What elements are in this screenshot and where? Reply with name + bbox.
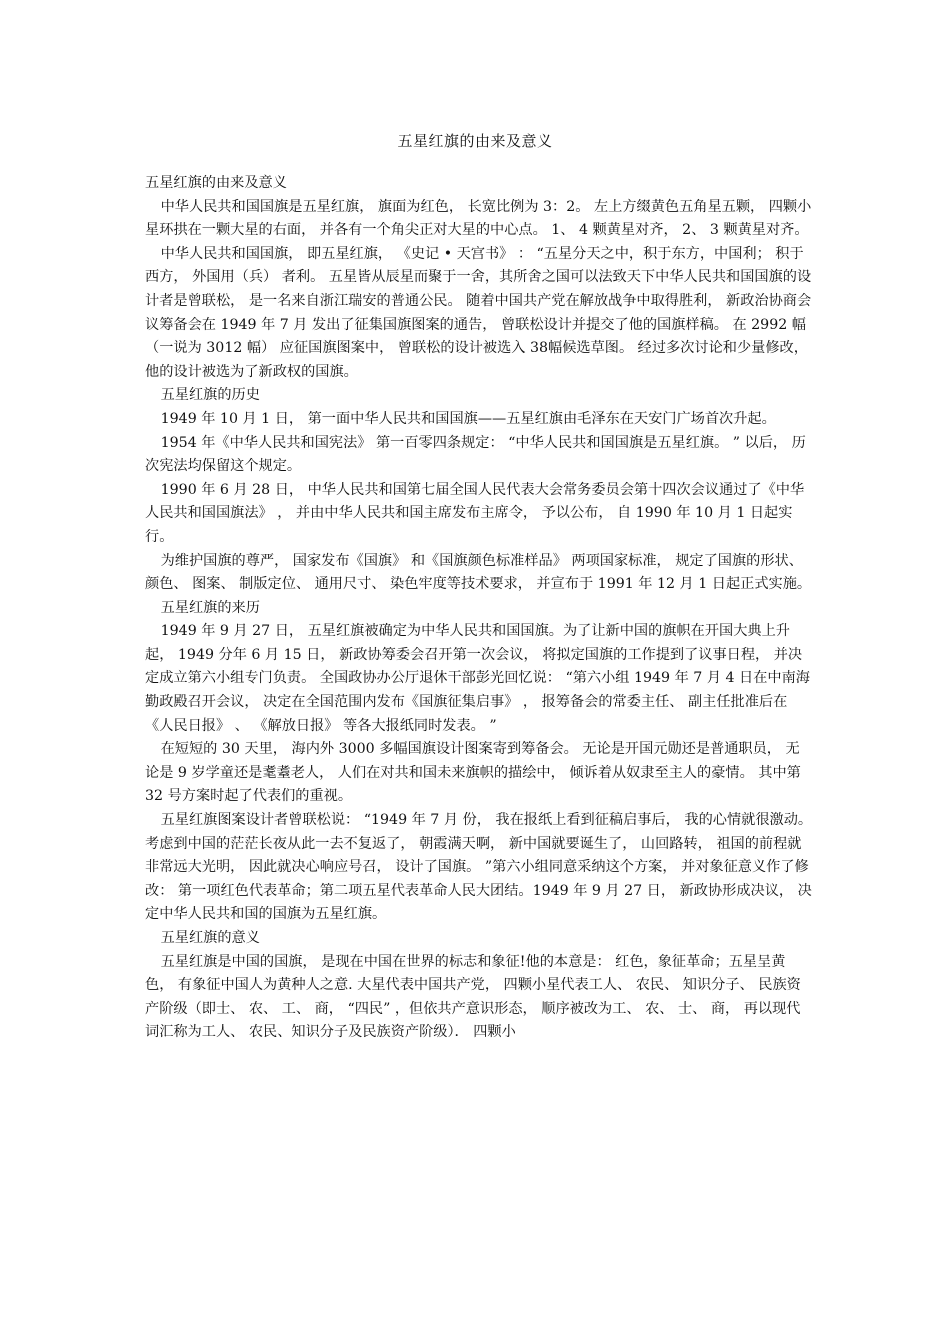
paragraph-meaning: 五星红旗是中国的国旗， 是现在中国在世界的标志和象征!他的本意是： 红色，象征革命；五星呈黄色， 有象征中国人为黄种人之意. 大星代表中国共产党， 四颗小星代表工人、 农民、 知识分子、 民族资产阶级（即士、 农、 工、 商， “四民” ，但依共产意识形态， 顺序被改为工、 农、 士、 商， 再以现代词汇称为工人、 农民、知识分子及民族资产阶级）． 四颗小 (145, 953, 801, 1041)
paragraph-flag-description: 中华人民共和国国旗是五星红旗， 旗面为红色， 长宽比例为 3：2。 左上方缀黄色五角星五颗， 四颗小星环拱在一颗大星的右面， 并各有一个角尖正对大星的中心点。 1、 4 颗黄星对齐， 2、 3 颗黄星对齐。 (145, 198, 812, 239)
paragraph-origin-1949: 1949 年 9 月 27 日， 五星红旗被确定为中华人民共和国国旗。为了让新中国的旗帜在开国大典上升起， 1949 分年 6 月 15 日， 新政协筹委会召开第一次会议， 将拟定国旗的工作提到了议事日程， 并决定成立第六小组专门负责。 全国政协办公厅退休干部彭光回忆说： “第六小组 1949 年 7 月 4 日在中南海勤政殿召开会议， 决定在全国范围内发布《国旗征集启事》 ， 报筹备会的常委主任、 副主任批准后在《人民日报》 、 《解放日报》 等各大报纸同时发表。 ” (145, 623, 810, 734)
section-heading-origin-meaning: 五星红旗的由来及意义 (145, 175, 287, 191)
paragraph-history-standards: 为维护国旗的尊严， 国家发布《国旗》 和《国旗颜色标准样品》 两项国家标准， 规定了国旗的形状、 颜色、 图案、 制版定位、 通用尺寸、 染色牢度等技术要求， 并宣布于 1991 年 12 月 1 日起正式实施。 (145, 552, 812, 593)
paragraph-flag-designer: 中华人民共和国国旗， 即五星红旗， 《史记 • 天宫书》 ： “五星分天之中，积于东方，中国利； 积于西方， 外国用（兵） 者利。 五星皆从辰星而聚于一舍，其所舍之国可以法致天下中华人民共和国国旗的设计者是曾联松， 是一名来自浙江瑞安的普通公民。 随着中国共产党在解放战争中取得胜利， 新政治协商会议筹备会在 1949 年 7 月 发出了征集国旗图案的通告， 曾联松设计并提交了他的国旗样稿。 在 2992 幅（一说为 3012 幅） 应征国旗图案中， 曾联松的设计被选入 38幅候选草图。 经过多次讨论和少量修改， 他的设计被选为了新政权的国旗。 (145, 245, 812, 380)
section-heading-origin: 五星红旗的来历 (160, 599, 260, 616)
page-title: 五星红旗的由来及意义 (397, 132, 553, 150)
paragraph-history-1949: 1949 年 10 月 1 日， 第一面中华人民共和国国旗——五星红旗由毛泽东在天安门广场首次升起。 (160, 410, 776, 427)
paragraph-origin-submissions: 在短短的 30 天里， 海内外 3000 多幅国旗设计图案寄到筹备会。 无论是开国元勋还是普通职员， 无论是 9 岁学童还是耄耋老人， 人们在对共和国未来旗帜的描绘中， 倾诉着从奴隶至主人的豪情。 其中第 32 号方案时起了代表们的重视。 (145, 741, 801, 805)
paragraph-history-1954: 1954 年《中华人民共和国宪法》 第一百零四条规定： “中华人民共和国国旗是五星红旗。 ” 以后， 历次宪法均保留这个规定。 (145, 434, 806, 475)
section-heading-meaning: 五星红旗的意义 (160, 930, 260, 946)
document-body (145, 172, 813, 1045)
paragraph-history-1990: 1990 年 6 月 28 日， 中华人民共和国第七届全国人民代表大会常务委员会第十四次会议通过了《中华人民共和国国旗法》 ， 并由中华人民共和国主席发布主席令， 予以公布， 自 1990 年 10 月 1 日起实行。 (145, 481, 805, 545)
section-heading-history: 五星红旗的历史 (160, 387, 260, 404)
paragraph-origin-designer-quote: 五星红旗图案设计者曾联松说： “1949 年 7 月 份， 我在报纸上看到征稿启事后， 我的心情就很激动。 考虑到中国的茫茫长夜从此一去不复返了， 朝霞满天啊， 新中国就要诞生了， 山回路转， 祖国的前程就非常远大光明， 因此就决心响应号召， 设计了国旗。 ”第六小组同意采纳这个方案， 并对象征意义作了修改： 第一项红色代表革命；第二项五星代表革命人民大团结。1949 年 9 月 27 日， 新政协形成决议， 决定中华人民共和国的国旗为五星红旗。 (145, 812, 813, 923)
